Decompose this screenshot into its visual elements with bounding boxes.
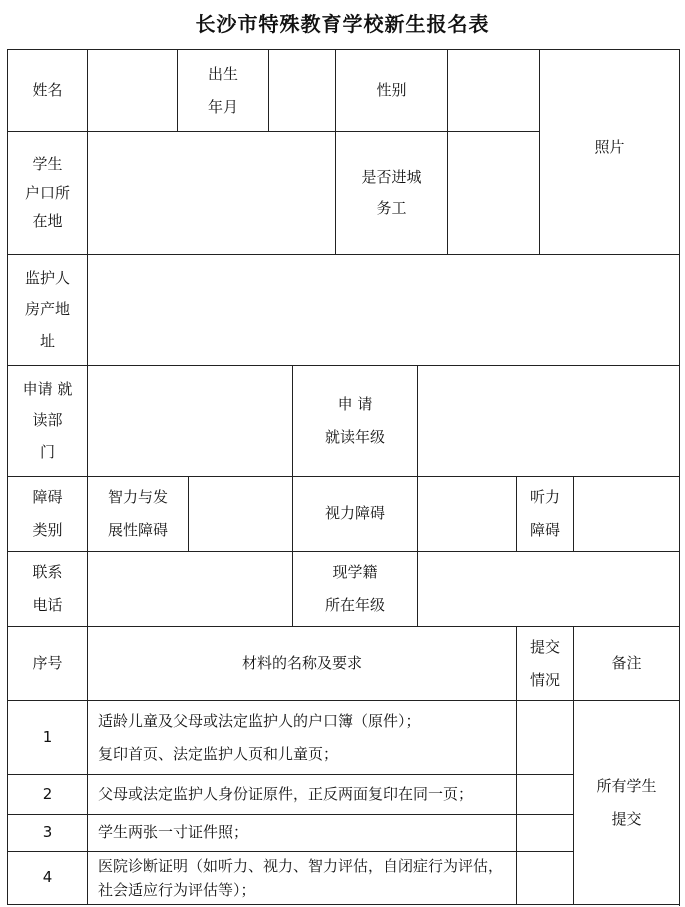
photo-box[interactable]: 照片	[539, 49, 679, 254]
field-birth-date[interactable]	[268, 49, 335, 131]
field-name[interactable]	[87, 49, 177, 131]
materials-header-index: 序号	[7, 626, 87, 700]
label-name: 姓名	[7, 49, 87, 131]
field-visual-disability[interactable]	[417, 476, 516, 551]
field-hearing-disability[interactable]	[573, 476, 679, 551]
field-gender[interactable]	[447, 49, 539, 131]
materials-header-remark: 备注	[573, 626, 679, 700]
table-border-bottom	[7, 904, 680, 905]
material-text: 父母或法定监护人身份证原件，正反两面复印在同一页；	[87, 774, 516, 814]
label-migrant-worker: 是否进城 务工	[335, 131, 447, 254]
label-hukou-location: 学生 户口所 在地	[7, 131, 87, 254]
field-phone[interactable]	[87, 551, 292, 626]
field-guardian-address[interactable]	[87, 254, 679, 365]
label-current-grade: 现学籍 所在年级	[292, 551, 417, 626]
field-intellectual-disability[interactable]	[188, 476, 292, 551]
label-gender: 性别	[335, 49, 447, 131]
label-apply-grade: 申 请 就读年级	[292, 365, 417, 476]
material-status-box[interactable]	[516, 774, 573, 814]
table-border-right	[679, 49, 680, 906]
field-migrant-worker[interactable]	[447, 131, 539, 254]
label-phone: 联系 电话	[7, 551, 87, 626]
label-hearing-disability: 听力 障碍	[516, 476, 573, 551]
label-guardian-address: 监护人 房产地 址	[7, 254, 87, 365]
material-index: 1	[7, 700, 87, 774]
material-status-box[interactable]	[516, 700, 573, 774]
label-intellectual-disability: 智力与发 展性障碍	[87, 476, 188, 551]
label-department: 申请 就 读部 门	[7, 365, 87, 476]
field-apply-grade[interactable]	[417, 365, 679, 476]
material-index: 3	[7, 814, 87, 851]
label-disability-type: 障碍 类别	[7, 476, 87, 551]
field-department[interactable]	[87, 365, 292, 476]
label-visual-disability: 视力障碍	[292, 476, 417, 551]
material-text: 医院诊断证明（如听力、视力、智力评估，自闭症行为评估，社会适应行为评估等）；	[87, 851, 516, 904]
material-text: 学生两张一寸证件照；	[87, 814, 516, 851]
label-birth-date: 出生 年月	[177, 49, 268, 131]
materials-remark: 所有学生 提交	[573, 700, 679, 904]
materials-header-name: 材料的名称及要求	[87, 626, 516, 700]
form-title: 长沙市特殊教育学校新生报名表	[195, 12, 490, 36]
material-text: 适龄儿童及父母或法定监护人的户口簿（原件）； 复印首页、法定监护人页和儿童页；	[87, 700, 516, 774]
material-status-box[interactable]	[516, 851, 573, 904]
materials-header-status: 提交 情况	[516, 626, 573, 700]
field-current-grade[interactable]	[417, 551, 679, 626]
material-index: 4	[7, 851, 87, 904]
material-index: 2	[7, 774, 87, 814]
field-hukou-location[interactable]	[87, 131, 335, 254]
material-status-box[interactable]	[516, 814, 573, 851]
